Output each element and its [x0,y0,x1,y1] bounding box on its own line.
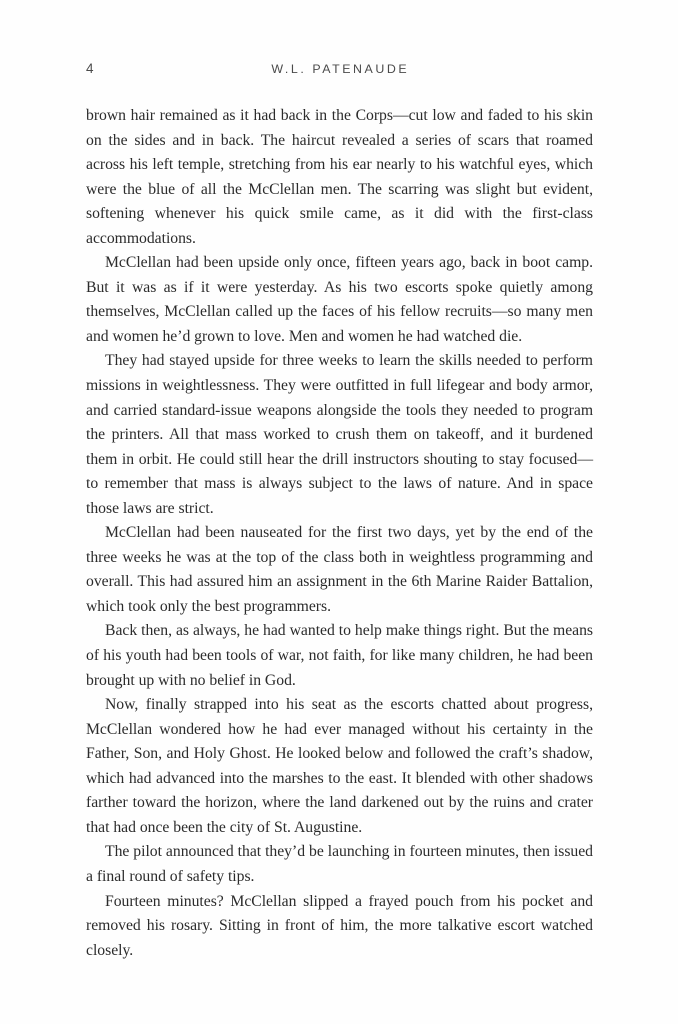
running-head [86,58,592,80]
paragraph-3: They had stayed upside for three weeks to learn the skills needed to perform missions in weightlessness. They were outfitted in full lifegear and body armor, and carried standard-issue weapons alongside the tools they needed to program the printers. All that mass worked to crush them on takeoff, and it burdened them in orbit. He could still hear the drill instructors shouting to stay focused—to remember that mass is always subject to the laws of nature. And in space those laws are strict. [86,352,593,517]
paragraph-7: The pilot announced that they’d be launching in fourteen minutes, then issued a final round of safety tips. [86,843,593,885]
page-number: 4 [86,61,94,76]
paragraph-8: Fourteen minutes? McClellan slipped a frayed pouch from his pocket and removed his rosary. Sitting in front of him, the more talkative escort watched closely. [86,892,593,959]
paragraph-6: Now, finally strapped into his seat as the escorts chatted about progress, McClellan wondered how he had ever managed without his certainty in the Father, Son, and Holy Ghost. He looked below and followed the craft’s shadow, which had advanced into the marshes to the east. It blended with other shadows farther toward the horizon, where the land darkened out by the ruins and crater that had once been the city of St. Augustine. [86,696,593,836]
running-head-title: W.L. PATENAUDE [271,62,410,76]
paragraph-2: McClellan had been upside only once, fifteen years ago, back in boot camp. But it was as if it were yesterday. As his two escorts spoke quietly among themselves, McClellan called up the faces of his fellow recruits—so many men and women he’d grown to love. Men and women he had watched die. [86,254,593,345]
paragraph-4: McClellan had been nauseated for the first two days, yet by the end of the three weeks he was at the top of the class both in weightless programming and overall. This had assured him an assignment in the 6th Marine Raider Battalion, which took only the best programmers. [86,524,593,615]
paragraph-1: brown hair remained as it had back in the Corps—cut low and faded to his skin on the sides and in back. The haircut revealed a series of scars that roamed across his left temple, stretching from his ear nearly to his watchful eyes, which were the blue of all the McClellan men. The scarring was slight but evident, softening whenever his quick smile came, as it did with the first-class accommodations. [86,107,593,247]
paragraph-5: Back then, as always, he had wanted to help make things right. But the means of his youth had been tools of war, not faith, for like many children, he had been brought up with no belief in God. [86,622,593,689]
body-text-block [86,104,593,963]
